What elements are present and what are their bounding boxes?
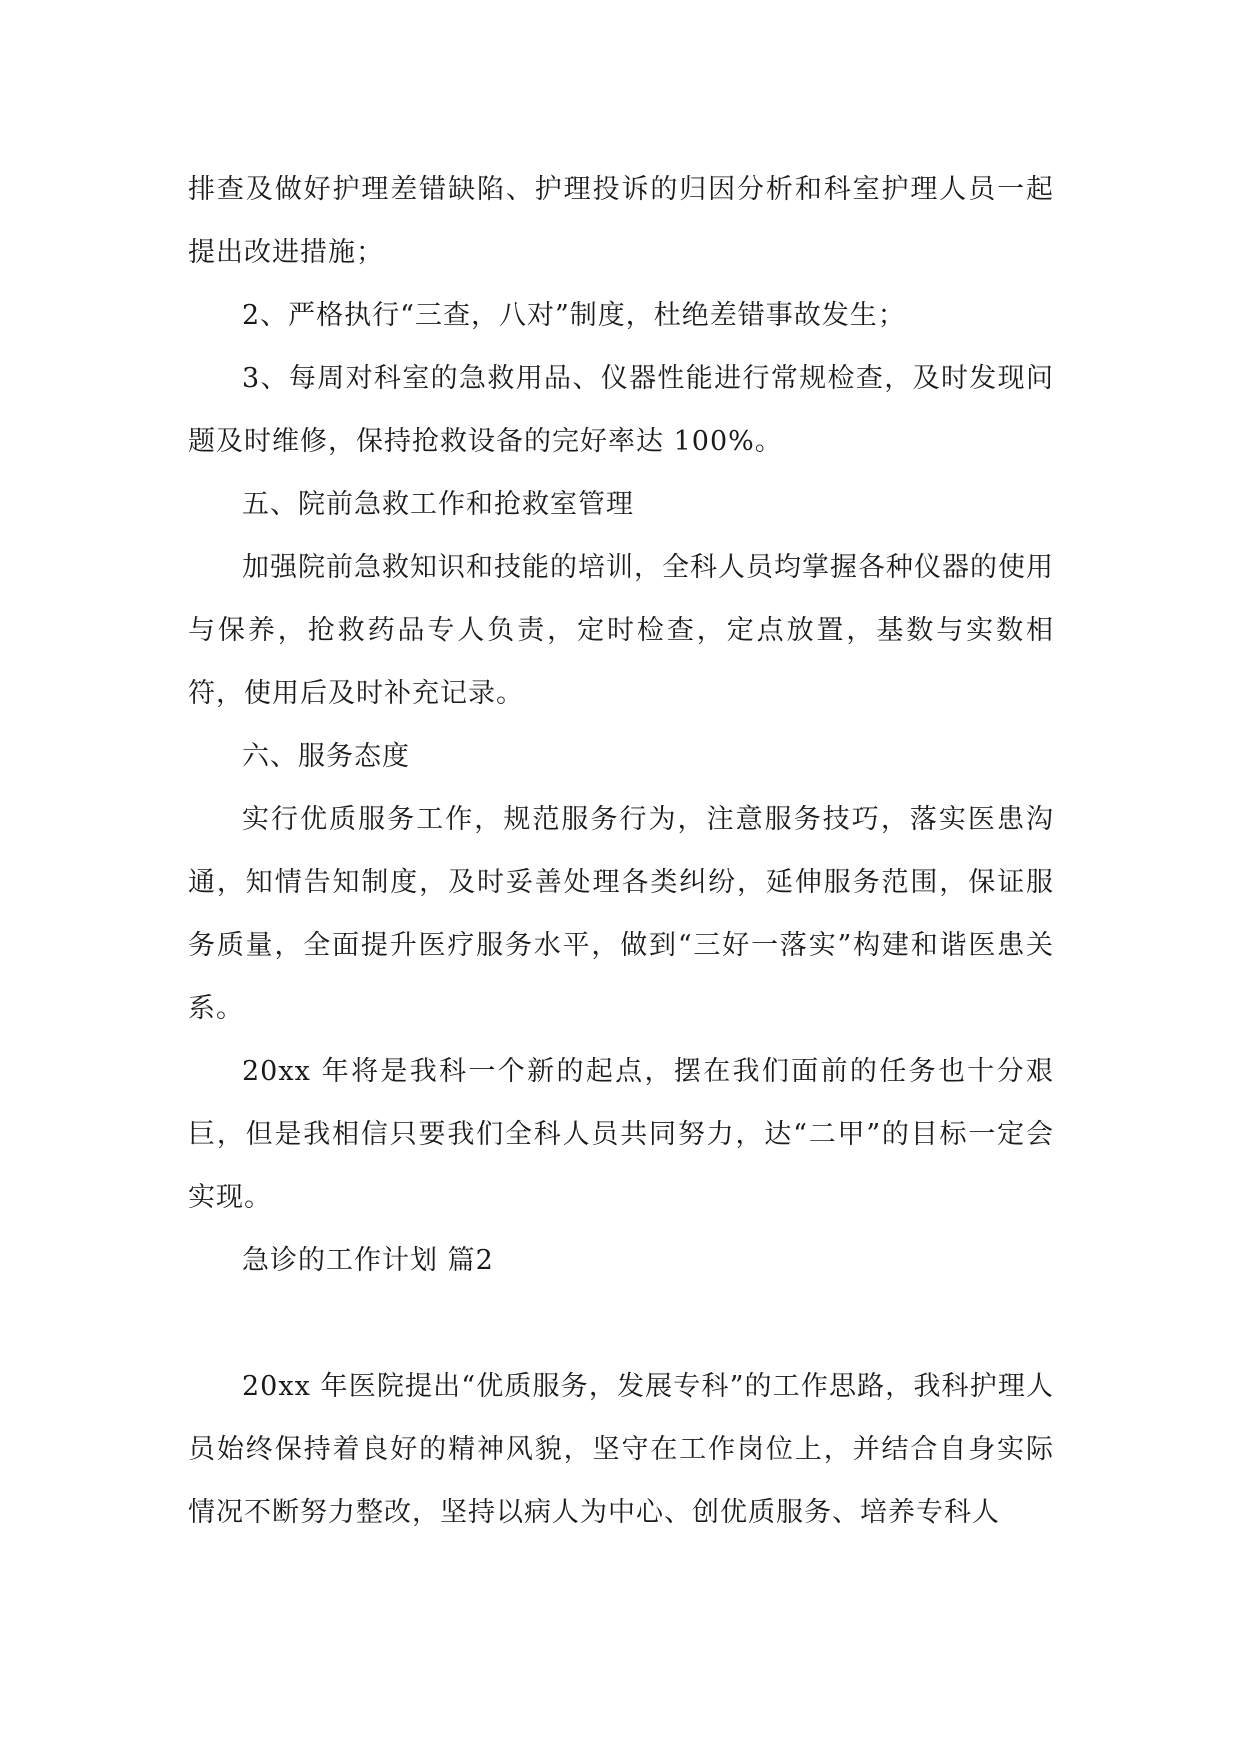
paragraph-intro-2: 20xx 年医院提出“优质服务，发展专科”的工作思路，我科护理人员始终保持着良好的精神风貌，坚守在工作岗位上，并结合自身实际情况不断努力整改，坚持以病人为中心、创优质服务、培养专科人	[188, 1371, 1054, 1528]
paragraph-continuation: 排查及做好护理差错缺陷、护理投诉的归因分析和科室护理人员一起提出改进措施；	[188, 174, 1054, 268]
article-title-part-2: 急诊的工作计划 篇2	[242, 1245, 494, 1276]
document-body	[188, 158, 1054, 1544]
paragraph-outlook: 20xx 年将是我科一个新的起点，摆在我们面前的任务也十分艰巨，但是我相信只要我们全科人员共同努力，达“二甲”的目标一定会实现。	[188, 1056, 1054, 1213]
section-heading-6: 六、服务态度	[242, 741, 410, 772]
paragraph-service: 实行优质服务工作，规范服务行为，注意服务技巧，落实医患沟通，知情告知制度，及时妥善处理各类纠纷，延伸服务范围，保证服务质量，全面提升医疗服务水平，做到“三好一落实”构建和谐医患关系。	[188, 804, 1054, 1024]
paragraph-item-2: 2、严格执行“三查，八对”制度，杜绝差错事故发生；	[242, 300, 906, 331]
paragraph-prehospital: 加强院前急救知识和技能的培训，全科人员均掌握各种仪器的使用与保养，抢救药品专人负责，定时检查，定点放置，基数与实数相符，使用后及时补充记录。	[188, 552, 1054, 709]
blank-line	[188, 1292, 1054, 1355]
paragraph-item-3: 3、每周对科室的急救用品、仪器性能进行常规检查，及时发现问题及时维修，保持抢救设备的完好率达 100%。	[188, 363, 1054, 457]
section-heading-5: 五、院前急救工作和抢救室管理	[242, 489, 634, 520]
